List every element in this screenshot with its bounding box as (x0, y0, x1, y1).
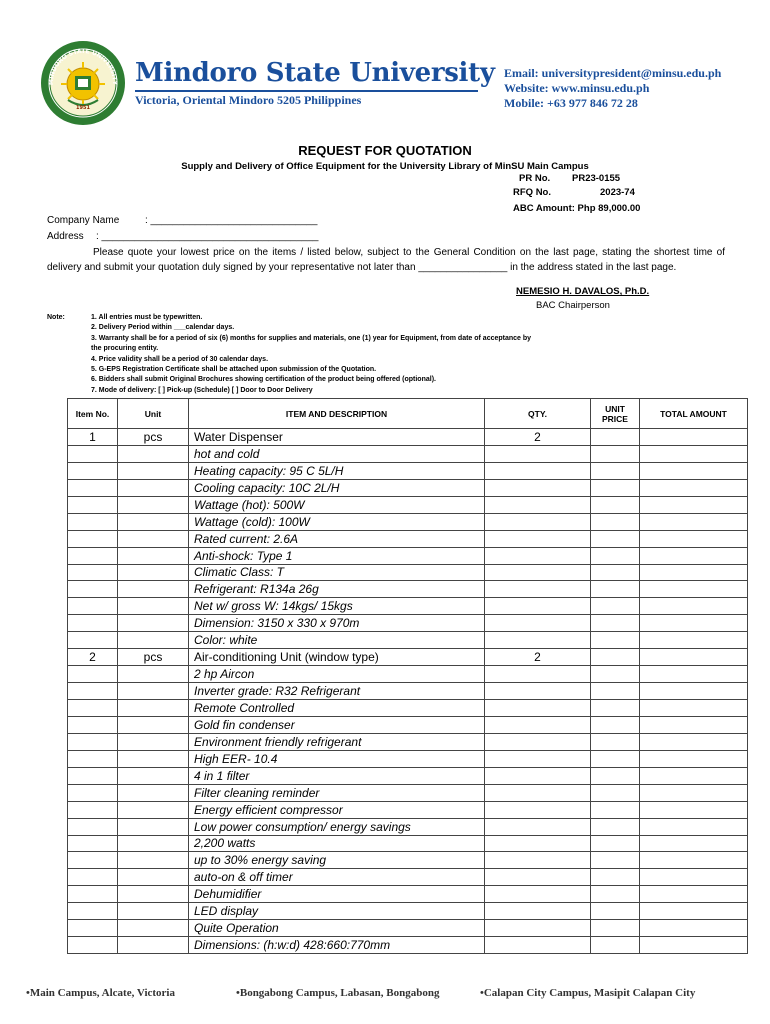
description-cell: 2 hp Aircon (189, 666, 485, 683)
unit-price-cell (591, 581, 640, 598)
qty-cell (485, 869, 591, 886)
unit-price-cell (591, 547, 640, 564)
table-row (68, 716, 748, 733)
qty-cell (485, 784, 591, 801)
description-cell: Anti-shock: Type 1 (189, 547, 485, 564)
unit-cell (118, 750, 189, 767)
table-row (68, 564, 748, 581)
table-header-row (68, 399, 748, 429)
unit-price-cell (591, 852, 640, 869)
unit-price-cell (591, 632, 640, 649)
unit-cell (118, 564, 189, 581)
item-no-cell (68, 937, 118, 954)
header-total-amount: TOTAL AMOUNT (640, 399, 748, 429)
description-cell: Heating capacity: 95 C 5L/H (189, 462, 485, 479)
total-amount-cell (640, 784, 748, 801)
total-amount-cell (640, 615, 748, 632)
note-item: 4. Price validity shall be a period of 30 calendar days. (91, 355, 269, 363)
item-no-cell (68, 513, 118, 530)
qty-cell (485, 513, 591, 530)
qty-cell (485, 479, 591, 496)
table-row (68, 801, 748, 818)
table-row (68, 429, 748, 446)
description-cell: Dimension: 3150 x 330 x 970m (189, 615, 485, 632)
unit-price-cell (591, 615, 640, 632)
description-cell: Quite Operation (189, 920, 485, 937)
unit-cell: pcs (118, 429, 189, 446)
total-amount-cell (640, 598, 748, 615)
item-no-cell (68, 445, 118, 462)
total-amount-cell (640, 683, 748, 700)
description-cell: auto-on & off timer (189, 869, 485, 886)
qty-cell (485, 920, 591, 937)
item-no-cell (68, 462, 118, 479)
table-row (68, 852, 748, 869)
item-no-cell (68, 903, 118, 920)
table-row (68, 445, 748, 462)
item-no-cell (68, 767, 118, 784)
note-item: 1. All entries must be typewritten. (91, 314, 203, 321)
table-row (68, 818, 748, 835)
table-row (68, 903, 748, 920)
unit-cell (118, 784, 189, 801)
qty-cell (485, 937, 591, 954)
unit-cell (118, 835, 189, 852)
unit-cell (118, 479, 189, 496)
total-amount-cell (640, 530, 748, 547)
table-row (68, 598, 748, 615)
unit-price-cell (591, 598, 640, 615)
total-amount-cell (640, 801, 748, 818)
total-amount-cell (640, 903, 748, 920)
total-amount-cell (640, 479, 748, 496)
total-amount-cell (640, 513, 748, 530)
address-field: : _______________________________________ (96, 231, 319, 242)
item-no-cell (68, 750, 118, 767)
unit-cell (118, 801, 189, 818)
title-rule (135, 90, 478, 92)
description-cell: hot and cold (189, 445, 485, 462)
description-cell: Low power consumption/ energy savings (189, 818, 485, 835)
item-no-cell (68, 869, 118, 886)
unit-cell (118, 666, 189, 683)
total-amount-cell (640, 445, 748, 462)
rfq-label: RFQ No. (513, 187, 551, 198)
item-no-cell (68, 615, 118, 632)
unit-price-cell (591, 530, 640, 547)
header-unit-price: UNIT PRICE (591, 399, 640, 429)
table-row (68, 666, 748, 683)
description-cell: Environment friendly refrigerant (189, 733, 485, 750)
item-no-cell (68, 700, 118, 717)
instruction-paragraph: Please quote your lowest price on the items / listed below, subject to the General Condition on the last page, stating the shortest time of delivery and submit your quotation duly signed by your representative not later than ________________ in the address stated in the last page. (47, 247, 725, 273)
abc-amount: ABC Amount: Php 89,000.00 (513, 203, 641, 214)
total-amount-cell (640, 666, 748, 683)
qty-cell (485, 564, 591, 581)
unit-cell (118, 632, 189, 649)
qty-cell (485, 462, 591, 479)
unit-cell (118, 462, 189, 479)
address-label: Address (47, 231, 84, 242)
rfq-value: 2023-74 (600, 187, 635, 198)
item-no-cell: 1 (68, 429, 118, 446)
table-row (68, 750, 748, 767)
qty-cell: 2 (485, 429, 591, 446)
note-item: 7. Mode of delivery: [ ] Pick-up (Schedule) [ ] Door to Door Delivery (91, 386, 313, 394)
note-item: 3. Warranty shall be for a period of six (6) months for supplies and materials, one (1) year for Equipment, from date of acceptance by the procuring entity. (91, 334, 532, 353)
description-cell: Filter cleaning reminder (189, 784, 485, 801)
qty-cell (485, 750, 591, 767)
table-row (68, 615, 748, 632)
university-address: Victoria, Oriental Mindoro 5205 Philippines (135, 93, 362, 107)
unit-price-cell (591, 784, 640, 801)
item-no-cell (68, 852, 118, 869)
unit-cell (118, 581, 189, 598)
total-amount-cell (640, 869, 748, 886)
header-qty: QTY. (485, 399, 591, 429)
item-no-cell (68, 632, 118, 649)
unit-price-cell (591, 700, 640, 717)
university-name: Mindoro State University (135, 58, 495, 88)
table-row (68, 683, 748, 700)
unit-cell (118, 513, 189, 530)
total-amount-cell (640, 733, 748, 750)
contact-website: Website: www.minsu.edu.ph (504, 81, 650, 95)
description-cell: Dimensions: (h:w:d) 428:660:770mm (189, 937, 485, 954)
qty-cell (485, 530, 591, 547)
item-no-cell (68, 716, 118, 733)
quotation-table (67, 398, 748, 954)
item-no-cell (68, 801, 118, 818)
description-cell: Air-conditioning Unit (window type) (189, 649, 485, 666)
qty-cell (485, 683, 591, 700)
company-name-field: : ______________________________ (145, 215, 318, 226)
total-amount-cell (640, 767, 748, 784)
qty-cell (485, 835, 591, 852)
unit-cell (118, 818, 189, 835)
total-amount-cell (640, 937, 748, 954)
unit-price-cell (591, 445, 640, 462)
unit-cell (118, 445, 189, 462)
total-amount-cell (640, 649, 748, 666)
seal-text: MINDORO STATE UNIVERSITY (47, 47, 119, 86)
company-name-label: Company Name (47, 215, 120, 226)
total-amount-cell (640, 852, 748, 869)
item-no-cell (68, 818, 118, 835)
unit-cell (118, 530, 189, 547)
footer-campus-bongabong: •Bongabong Campus, Labasan, Bongabong (236, 987, 440, 999)
unit-cell (118, 937, 189, 954)
description-cell: up to 30% energy saving (189, 852, 485, 869)
table-row (68, 513, 748, 530)
unit-cell (118, 903, 189, 920)
table-row (68, 700, 748, 717)
table-row (68, 937, 748, 954)
total-amount-cell (640, 564, 748, 581)
note-item: 2. Delivery Period within ___calendar days. (91, 324, 235, 332)
table-row (68, 581, 748, 598)
description-cell: Color: white (189, 632, 485, 649)
total-amount-cell (640, 581, 748, 598)
table-row (68, 886, 748, 903)
total-amount-cell (640, 835, 748, 852)
qty-cell (485, 767, 591, 784)
seal-year: 1951 (76, 105, 90, 111)
unit-price-cell (591, 462, 640, 479)
qty-cell (485, 886, 591, 903)
item-no-cell (68, 920, 118, 937)
description-cell: Gold fin condenser (189, 716, 485, 733)
unit-cell (118, 886, 189, 903)
description-cell: Wattage (cold): 100W (189, 513, 485, 530)
footer-campus-main: •Main Campus, Alcate, Victoria (26, 987, 175, 999)
unit-price-cell (591, 716, 640, 733)
item-no-cell (68, 547, 118, 564)
unit-cell (118, 496, 189, 513)
qty-cell (485, 733, 591, 750)
qty-cell (485, 615, 591, 632)
item-no-cell (68, 683, 118, 700)
unit-price-cell (591, 496, 640, 513)
table-row (68, 869, 748, 886)
description-cell: Inverter grade: R32 Refrigerant (189, 683, 485, 700)
item-no-cell (68, 479, 118, 496)
qty-cell (485, 598, 591, 615)
unit-cell: pcs (118, 649, 189, 666)
table-row (68, 835, 748, 852)
signer-name: NEMESIO H. DAVALOS, Ph.D. (516, 286, 650, 297)
unit-price-cell (591, 920, 640, 937)
unit-price-cell (591, 429, 640, 446)
description-cell: Cooling capacity: 10C 2L/H (189, 479, 485, 496)
item-no-cell (68, 530, 118, 547)
note-label: Note: (47, 314, 65, 321)
unit-price-cell (591, 513, 640, 530)
document-subtitle: Supply and Delivery of Office Equipment for the University Library of MinSU Main Campus (181, 161, 589, 172)
description-cell: Water Dispenser (189, 429, 485, 446)
contact-email: Email: universitypresident@minsu.edu.ph (504, 66, 722, 80)
total-amount-cell (640, 547, 748, 564)
qty-cell (485, 818, 591, 835)
description-cell: Dehumidifier (189, 886, 485, 903)
item-no-cell (68, 666, 118, 683)
description-cell: Wattage (hot): 500W (189, 496, 485, 513)
item-no-cell (68, 835, 118, 852)
qty-cell: 2 (485, 649, 591, 666)
description-cell: Net w/ gross W: 14kgs/ 15kgs (189, 598, 485, 615)
contact-mobile: Mobile: +63 977 846 72 28 (504, 96, 638, 110)
item-no-cell (68, 886, 118, 903)
note-item: 5. G-EPS Registration Certificate shall be attached upon submission of the Quotation. (91, 366, 377, 374)
unit-cell (118, 683, 189, 700)
unit-cell (118, 615, 189, 632)
description-cell: Energy efficient compressor (189, 801, 485, 818)
qty-cell (485, 547, 591, 564)
qty-cell (485, 700, 591, 717)
qty-cell (485, 801, 591, 818)
item-no-cell (68, 733, 118, 750)
table-row (68, 733, 748, 750)
table-row (68, 530, 748, 547)
description-cell: 2,200 watts (189, 835, 485, 852)
unit-cell (118, 733, 189, 750)
header-unit: Unit (118, 399, 189, 429)
pr-value: PR23-0155 (572, 173, 621, 184)
description-cell: Refrigerant: R134a 26g (189, 581, 485, 598)
unit-price-cell (591, 886, 640, 903)
table-row (68, 496, 748, 513)
unit-price-cell (591, 767, 640, 784)
total-amount-cell (640, 429, 748, 446)
unit-price-cell (591, 733, 640, 750)
unit-price-cell (591, 801, 640, 818)
qty-cell (485, 716, 591, 733)
description-cell: LED display (189, 903, 485, 920)
unit-cell (118, 700, 189, 717)
table-row (68, 767, 748, 784)
unit-cell (118, 716, 189, 733)
footer-campus-calapan: •Calapan City Campus, Masipit Calapan City (480, 987, 696, 999)
unit-cell (118, 920, 189, 937)
unit-price-cell (591, 750, 640, 767)
pr-label: PR No. (519, 173, 551, 184)
item-no-cell (68, 564, 118, 581)
unit-price-cell (591, 869, 640, 886)
signer-role: BAC Chairperson (536, 300, 610, 311)
unit-price-cell (591, 649, 640, 666)
item-no-cell (68, 581, 118, 598)
item-no-cell (68, 598, 118, 615)
unit-cell (118, 869, 189, 886)
item-no-cell (68, 784, 118, 801)
total-amount-cell (640, 920, 748, 937)
unit-cell (118, 547, 189, 564)
qty-cell (485, 496, 591, 513)
unit-cell (118, 598, 189, 615)
unit-cell (118, 767, 189, 784)
qty-cell (485, 445, 591, 462)
university-seal-logo (40, 40, 126, 126)
table-row (68, 784, 748, 801)
total-amount-cell (640, 716, 748, 733)
qty-cell (485, 581, 591, 598)
table-row (68, 462, 748, 479)
qty-cell (485, 903, 591, 920)
qty-cell (485, 632, 591, 649)
total-amount-cell (640, 700, 748, 717)
total-amount-cell (640, 462, 748, 479)
header-description: ITEM AND DESCRIPTION (189, 399, 485, 429)
description-cell: 4 in 1 filter (189, 767, 485, 784)
qty-cell (485, 666, 591, 683)
unit-cell (118, 852, 189, 869)
total-amount-cell (640, 496, 748, 513)
header-item-no: Item No. (68, 399, 118, 429)
table-row (68, 632, 748, 649)
table-row (68, 479, 748, 496)
table-row (68, 649, 748, 666)
description-cell: Climatic Class: T (189, 564, 485, 581)
total-amount-cell (640, 632, 748, 649)
note-item: 6. Bidders shall submit Original Brochures showing certification of the product being offered (optional). (91, 376, 436, 384)
item-no-cell: 2 (68, 649, 118, 666)
contact-block (504, 66, 721, 111)
unit-price-cell (591, 683, 640, 700)
unit-price-cell (591, 903, 640, 920)
qty-cell (485, 852, 591, 869)
unit-price-cell (591, 564, 640, 581)
unit-price-cell (591, 937, 640, 954)
description-cell: High EER- 10.4 (189, 750, 485, 767)
total-amount-cell (640, 750, 748, 767)
notes-list (91, 313, 541, 396)
table-row (68, 547, 748, 564)
total-amount-cell (640, 886, 748, 903)
unit-price-cell (591, 479, 640, 496)
document-title: REQUEST FOR QUOTATION (298, 143, 472, 158)
description-cell: Rated current: 2.6A (189, 530, 485, 547)
unit-price-cell (591, 835, 640, 852)
description-cell: Remote Controlled (189, 700, 485, 717)
unit-price-cell (591, 818, 640, 835)
total-amount-cell (640, 818, 748, 835)
table-row (68, 920, 748, 937)
unit-price-cell (591, 666, 640, 683)
item-no-cell (68, 496, 118, 513)
